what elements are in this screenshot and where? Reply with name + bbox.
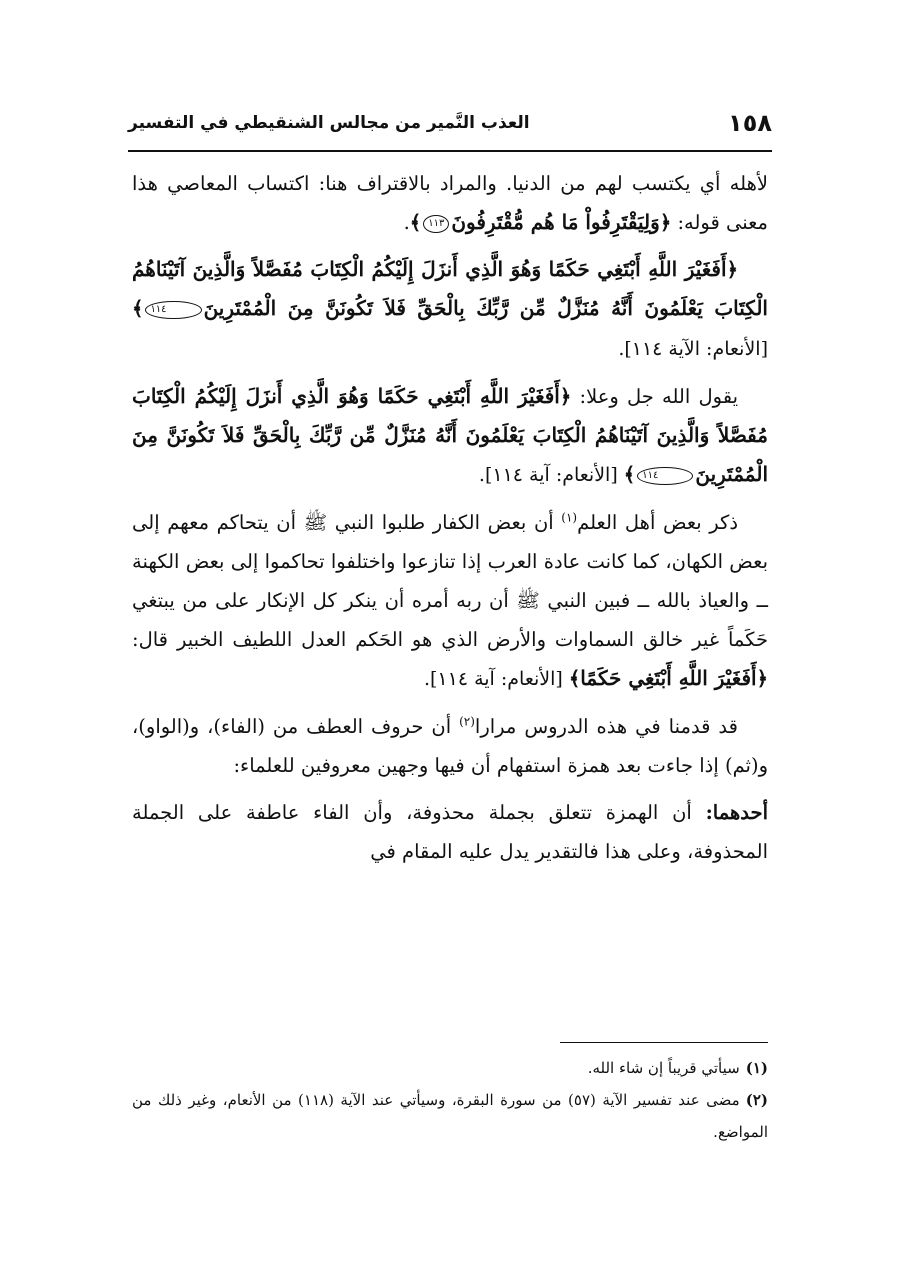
page-number: ١٥٨: [728, 109, 772, 137]
quran-open-bracket: ﴿: [726, 258, 738, 281]
paragraph-5: [132, 707, 768, 785]
footnote-text: سيأتي قريباً إن شاء الله.: [587, 1059, 740, 1077]
quran-open-bracket: ﴿: [659, 211, 672, 234]
paragraph-6: [132, 793, 768, 871]
paragraph-4: [132, 503, 768, 699]
paragraph-3: [132, 377, 768, 495]
header-rule: [128, 150, 772, 152]
quran-close-bracket: ﴾: [409, 211, 422, 234]
quran-close-bracket: ﴾: [568, 667, 581, 690]
running-title: العذب النَّمير من مجالس الشنقيطي في التفسير: [128, 113, 530, 133]
footnote-number: (٢): [745, 1091, 768, 1109]
verse-reference: [الأنعام: آية ١١٤].: [478, 464, 624, 486]
paragraph-6-lead: أحدهما:: [705, 801, 768, 824]
footnotes: [132, 1052, 768, 1148]
verse-heading: [132, 250, 768, 369]
paragraph-5-text-b: أن حروف العطف من (الفاء)، و(الواو)، و(ثم) إذا جاءت بعد همزة استفهام أن فيها وجهين معروفين للعلماء:: [132, 715, 768, 777]
footnote-ref-2[interactable]: (٢): [459, 714, 475, 729]
footnote-ref-1[interactable]: (١): [561, 510, 578, 525]
quran-open-bracket: ﴿: [559, 385, 572, 408]
paragraph-3-text: يقول الله جل وعلا:: [571, 385, 738, 408]
ayah-number-marker: ١١٣: [423, 215, 449, 233]
paragraph-1-text: لأهله أي يكتسب لهم من الدنيا. والمراد بالاقتراف هنا: اكتساب المعاصي هذا معنى قوله:: [132, 172, 768, 234]
quran-verse: أَفَغَيْرَ اللَّهِ أَبْتَغِي حَكَمًا: [580, 666, 757, 690]
quran-verse: أَفَغَيْرَ اللَّهِ أَبْتَغِي حَكَمًا وَهُوَ الَّذِي أَنزَلَ إِلَيْكُمُ الْكِتَابَ مُفَصَّلاً وَالَّذِينَ آتَيْنَاهُمُ الْكِتَابَ يَعْلَمُونَ أَنَّهُ مُنَزَّلٌ مِّن رَّبِّكَ بِالْحَقِّ فَلاَ تَكُونَنَّ مِنَ الْمُمْتَرِينَ: [132, 384, 768, 486]
footnote-number: (١): [745, 1059, 768, 1077]
paragraph-4-text-a: ذكر بعض أهل العلم: [577, 511, 738, 534]
quran-close-bracket: ﴾: [623, 463, 636, 486]
footnote-text: مضى عند تفسير الآية (٥٧) من سورة البقرة، وسيأتي عند الآية (١١٨) من الأنعام، وغير ذلك من المواضع.: [132, 1091, 768, 1141]
quran-verse: أَفَغَيْرَ اللَّهِ أَبْتَغِي حَكَمًا وَهُوَ الَّذِي أَنزَلَ إِلَيْكُمُ الْكِتَابَ مُفَصَّلاً وَالَّذِينَ آتَيْنَاهُمُ الْكِتَابَ يَعْلَمُونَ أَنَّهُ مُنَزَّلٌ مِّن رَّبِّكَ بِالْحَقِّ فَلاَ تَكُونَنَّ مِنَ الْمُمْتَرِينَ: [132, 257, 768, 320]
paragraph-1: [132, 164, 768, 242]
paragraph-4-text-b: أن بعض الكفار طلبوا النبي ﷺ أن يتحاكم معهم إلى بعض الكهان، كما كانت عادة العرب إذا تنازعوا واختلفوا تحاكموا إلى بعض الكهنة ــ والعياذ بالله ــ فبين النبي ﷺ أن ربه أمره أن ينكر كل الإنكار على من يبتغي حَكَماً غير خالق السماوات والأرض الذي هو الحَكم العدل اللطيف الخبير قال:: [132, 511, 768, 651]
paragraph-5-text-a: قد قدمنا في هذه الدروس مرارا: [474, 715, 738, 738]
quran-open-bracket: ﴿: [756, 667, 768, 690]
main-text: [132, 164, 768, 871]
quran-verse: وَلِيَقْتَرِفُواْ مَا هُم مُّقْتَرِفُونَ: [451, 210, 660, 234]
footnote-rule: [560, 1042, 768, 1043]
running-head: [128, 100, 772, 146]
ayah-number-marker: ١١٤: [637, 467, 693, 485]
footnote-1: [132, 1052, 768, 1084]
verse-reference: [الأنعام: الآية ١١٤].: [618, 338, 768, 360]
verse-reference: [الأنعام: آية ١١٤].: [423, 668, 569, 690]
ayah-number-marker: ١١٤: [145, 301, 201, 319]
paragraph-6-text: أن الهمزة تتعلق بجملة محذوفة، وأن الفاء عاطفة على الجملة المحذوفة، وعلى هذا فالتقدير يدل عليه المقام في: [132, 801, 768, 863]
footnote-2: [132, 1084, 768, 1148]
paragraph-1-tail: .: [403, 211, 410, 234]
quran-close-bracket: ﴾: [132, 297, 144, 320]
